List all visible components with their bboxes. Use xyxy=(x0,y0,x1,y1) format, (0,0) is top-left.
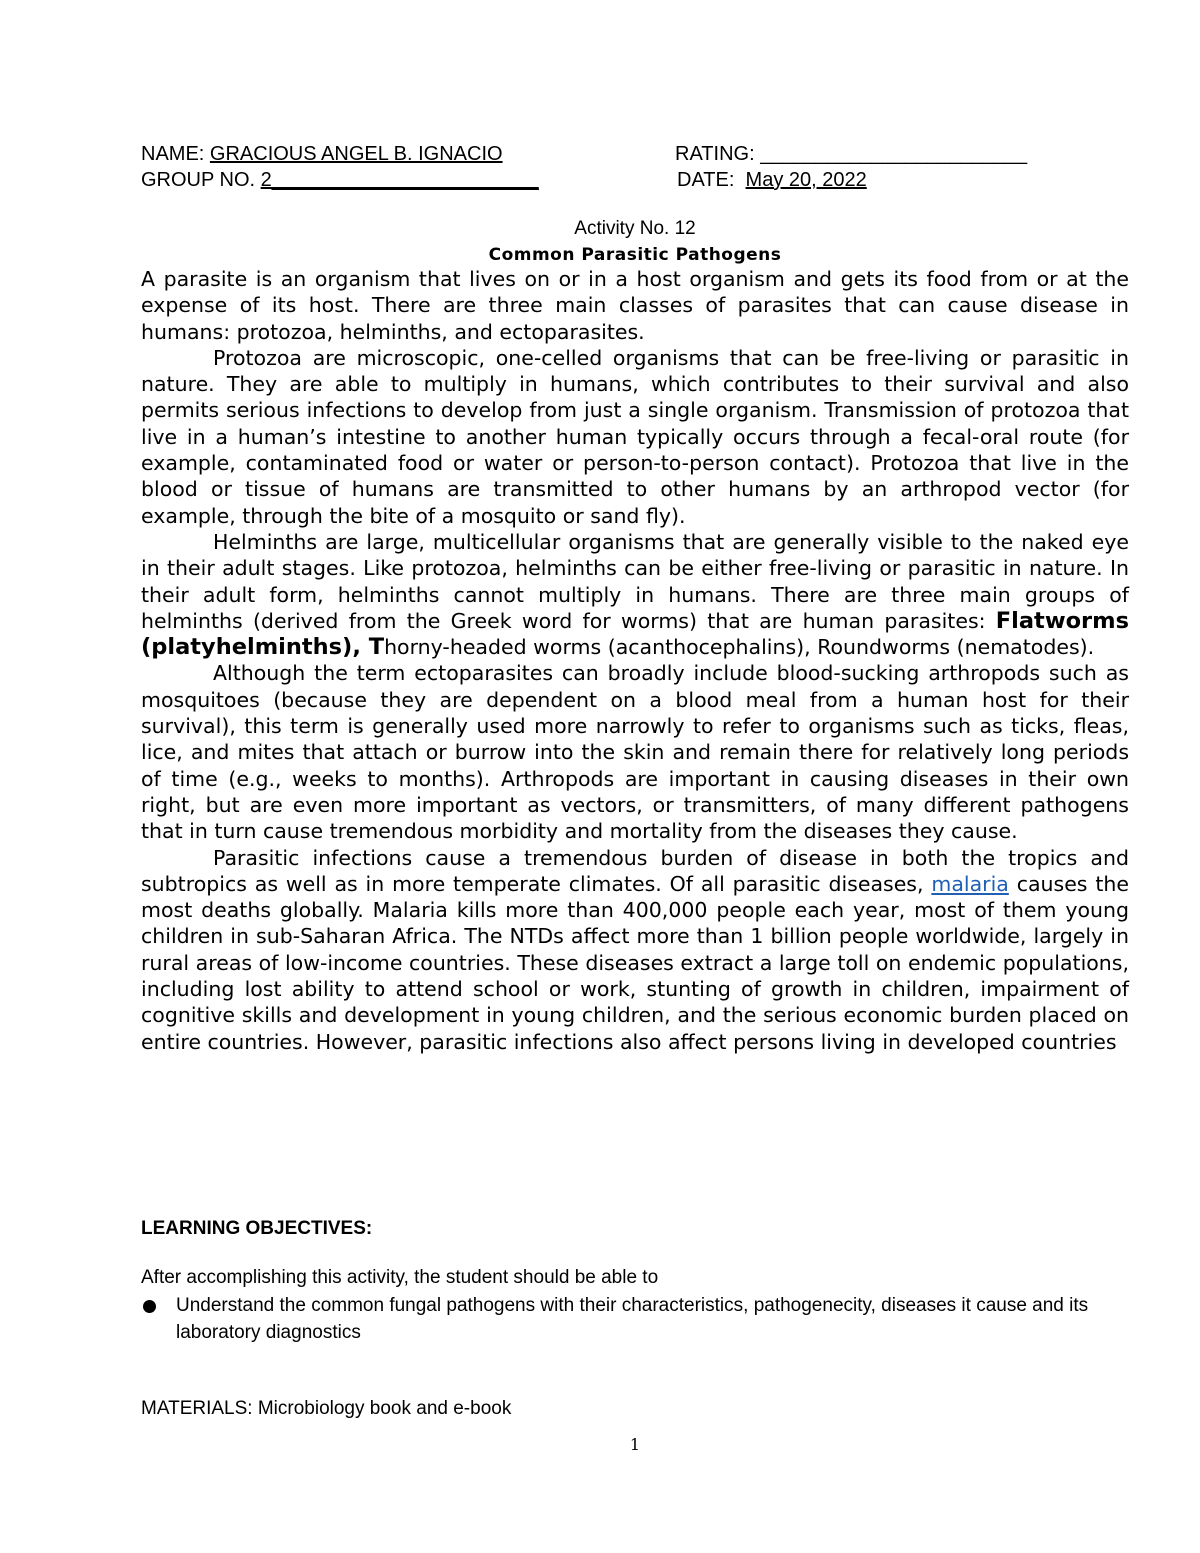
name-line xyxy=(141,141,503,167)
malaria-link[interactable]: malaria xyxy=(931,871,1009,896)
paragraph-helminths xyxy=(141,529,1129,660)
body-text xyxy=(141,266,1129,1055)
rating-line xyxy=(675,141,1027,167)
helminths-text-end: horny-headed worms (acanthocephalins), Roundworms (nematodes). xyxy=(384,635,1095,660)
group-value: 2________________________ xyxy=(260,169,539,191)
burden-text-end: causes the most deaths globally. Malaria kills more than 400,000 people each year, most of them young children in sub-Saharan Africa. The NTDs affect more than 1 billion people worldwide, largely in rural areas of low-income countries. These diseases extract a large toll on endemic populations, including lost ability to attend school or work, stunting of growth in children, impairment of cognitive skills and development in young children, and the serious economic burden placed on entire countries. However, parasitic infections also affect persons living in developed countries xyxy=(141,871,1129,1054)
date-label: DATE: xyxy=(677,169,735,191)
rating-value: ________________________ xyxy=(760,143,1028,165)
student-name: GRACIOUS ANGEL B. IGNACIO xyxy=(209,143,503,165)
group-label: GROUP NO. xyxy=(141,169,256,191)
materials-line: MATERIALS: Microbiology book and e-book xyxy=(141,1398,512,1419)
rating-label: RATING: xyxy=(675,143,755,165)
activity-number: Activity No. 12 xyxy=(574,218,696,239)
date-line xyxy=(677,167,867,193)
group-line xyxy=(141,167,539,193)
paragraph-intro: A parasite is an organism that lives on or in a host organism and gets its food from or at the expense of its host. There are three main classes of parasites that can cause disease in humans: protozoa, helminths, and ectoparasites. xyxy=(141,267,1129,344)
paragraph-ectoparasites: Although the term ectoparasites can broadly include blood-sucking arthropods such as mosquitoes (because they are dependent on a blood meal from a human host for their survival), this term is generally used more narrowly to refer to organisms such as ticks, fleas, lice, and mites that attach or burrow into the skin and remain there for relatively long periods of time (e.g., weeks to months). Arthropods are important in causing diseases in their own right, but are even more important as vectors, or transmitters, of many different pathogens that in turn cause tremendous morbidity and mortality from the diseases they cause. xyxy=(141,661,1129,844)
document-page xyxy=(141,0,1129,1553)
learning-objectives-heading: LEARNING OBJECTIVES: xyxy=(141,1218,373,1239)
paragraph-protozoa: Protozoa are microscopic, one-celled organisms that can be free-living or parasitic in nature. They are able to multiply in humans, which contributes to their survival and also permits serious infections to develop from just a single organism. Transmission of protozoa that live in a human’s intestine to another human typically occurs through a fecal-oral route (for example, contaminated food or water or person-to-person contact). Protozoa that live in the blood or tissue of humans are transmitted to other humans by an arthropod vector (for example, through the bite of a mosquito or sand fly). xyxy=(141,345,1129,528)
date-value: May 20, 2022 xyxy=(745,169,867,191)
paragraph-burden xyxy=(141,845,1129,1055)
page-number: 1 xyxy=(629,1435,641,1454)
page-title: Common Parasitic Pathogens xyxy=(488,245,782,265)
burden-text: Parasitic infections cause a tremendous burden of disease in both the tropics and subtropics as well as in more temperate climates. Of all parasitic diseases, xyxy=(141,845,1129,896)
name-label: NAME: xyxy=(141,143,205,165)
helminths-text: Helminths are large, multicellular organisms that are generally visible to the naked eye in their adult stages. Like protozoa, helminths can be either free-living or parasitic in nature. In their adult form, helminths cannot multiply in humans. There are three main groups of helminths (derived from the Greek word for worms) that are human parasites: xyxy=(141,529,1129,633)
bullet-icon xyxy=(143,1300,156,1313)
helminths-groups-emphasis: Flatworms (platyhelminths), T xyxy=(141,607,1129,661)
learning-objectives-intro: After accomplishing this activity, the student should be able to xyxy=(141,1267,659,1288)
objective-text: Understand the common fungal pathogens with their characteristics, pathogenecity, diseases it cause and its laboratory diagnostics xyxy=(176,1295,1089,1343)
